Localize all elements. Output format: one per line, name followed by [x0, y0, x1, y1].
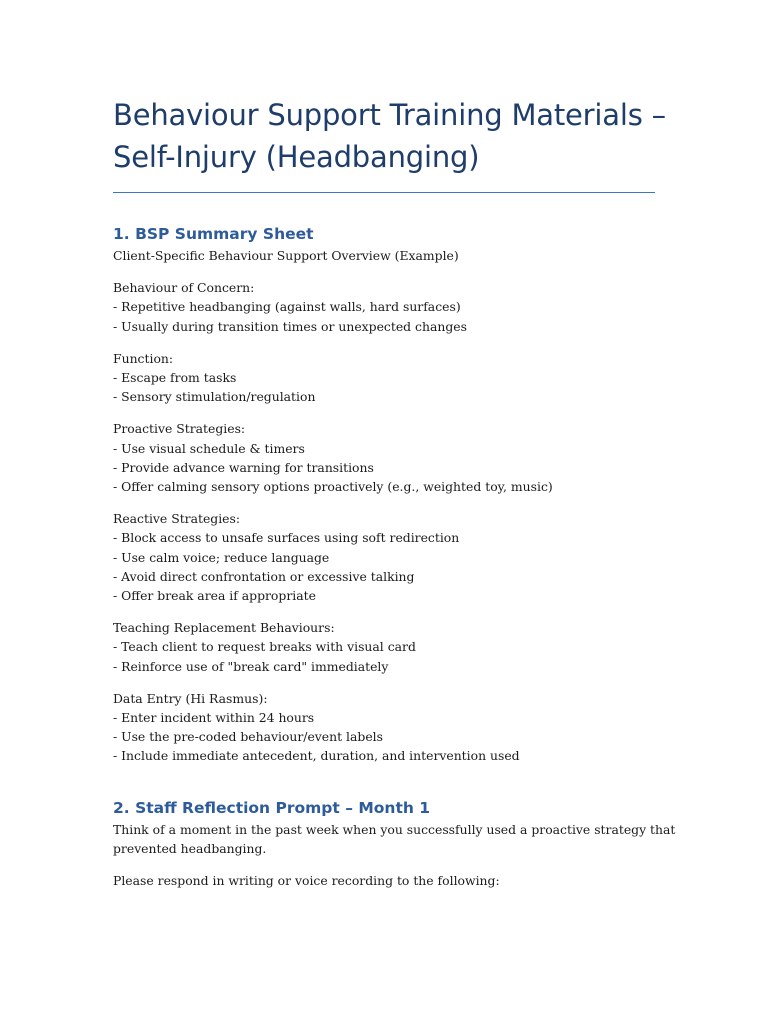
bsp-block: [113, 278, 655, 336]
bsp-list-item: - Teach client to request breaks with visual card: [113, 639, 416, 655]
bsp-list-item: - Use the pre-coded behaviour/event labels: [113, 729, 383, 745]
bsp-list-item: - Repetitive headbanging (against walls, hard surfaces): [113, 299, 461, 315]
bsp-list-item: - Sensory stimulation/regulation: [113, 389, 316, 405]
bsp-list-item: - Enter incident within 24 hours: [113, 710, 315, 726]
bsp-block: [113, 509, 655, 605]
bsp-block: [113, 689, 655, 766]
bsp-block: [113, 618, 655, 676]
section-1-blocks: [113, 278, 655, 765]
title-underline: [113, 192, 655, 193]
title-line-1: Behaviour Support Training Materials –: [113, 98, 666, 132]
bsp-list-item: - Use visual schedule & timers: [113, 440, 305, 456]
bsp-list-item: - Usually during transition times or unexpected changes: [113, 318, 467, 334]
section-2-paragraph-2: Please respond in writing or voice recording to the following:: [113, 873, 500, 889]
section-1-heading: 1. BSP Summary Sheet: [113, 225, 314, 243]
bsp-block-label: Data Entry (Hi Rasmus):: [113, 690, 268, 706]
bsp-list-item: - Include immediate antecedent, duration, and intervention used: [113, 748, 520, 764]
bsp-list-item: - Escape from tasks: [113, 370, 237, 386]
paragraph-1-line-2: prevented headbanging.: [113, 840, 267, 856]
bsp-block: [113, 349, 655, 407]
bsp-list-item: - Reinforce use of "break card" immediately: [113, 658, 389, 674]
bsp-block: [113, 419, 655, 496]
section-2-heading: 2. Staff Reflection Prompt – Month 1: [113, 798, 431, 817]
bsp-block-label: Teaching Replacement Behaviours:: [113, 620, 335, 636]
section-1-intro: Client-Specific Behaviour Support Overview (Example): [113, 248, 459, 263]
bsp-list-item: - Block access to unsafe surfaces using soft redirection: [113, 530, 460, 546]
bsp-block-label: Proactive Strategies:: [113, 421, 246, 437]
bsp-list-item: - Avoid direct confrontation or excessive talking: [113, 568, 415, 584]
paragraph-1-line-1: Think of a moment in the past week when you successfully used a proactive strategy that: [113, 821, 676, 837]
bsp-block-label: Function:: [113, 350, 174, 366]
document-page: [113, 94, 676, 890]
section-2-paragraph-1: [113, 820, 676, 858]
bsp-block-label: Reactive Strategies:: [113, 511, 241, 527]
bsp-list-item: - Offer break area if appropriate: [113, 588, 316, 604]
bsp-list-item: - Provide advance warning for transitions: [113, 459, 374, 475]
bsp-list-item: - Use calm voice; reduce language: [113, 549, 330, 565]
bsp-block-label: Behaviour of Concern:: [113, 280, 255, 296]
bsp-list-item: - Offer calming sensory options proactively (e.g., weighted toy, music): [113, 479, 553, 495]
document-title: [113, 94, 666, 178]
title-line-2: Self-Injury (Headbanging): [113, 140, 480, 174]
